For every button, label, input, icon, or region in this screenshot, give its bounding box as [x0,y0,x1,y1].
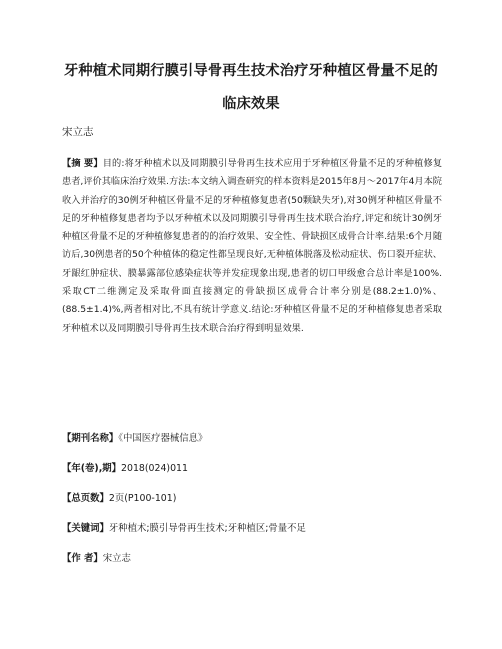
pages-label: 【总页数】 [62,493,109,504]
author-value: 宋立志 [102,553,131,564]
abstract-label: 【摘 要】 [62,158,103,169]
author-row [62,550,131,564]
journal-label: 【期刊名称】 [62,433,119,444]
author-label: 【作 者】 [62,553,103,564]
keywords-row [62,520,306,534]
year-issue-label: 【年(卷),期】 [62,463,122,474]
author-name: 宋立志 [62,126,94,138]
keywords-label: 【关键词】 [62,523,109,534]
pages-row [62,490,176,504]
pages-value: 2页(P100-101) [108,493,177,504]
year-issue-value: 2018(024)011 [121,463,188,474]
document-title: 牙种植术同期行膜引导骨再生技术治疗牙种植区骨量不足的临床效果 [63,63,439,112]
journal-value: 《中国医疗器械信息》 [118,433,208,444]
abstract-block [62,155,442,338]
abstract-text: 目的:将牙种植术以及同期膜引导骨再生技术应用于牙种植区骨量不足的牙种植修复患者,评价其临床治疗效果.方法:本文纳入调查研究的样本资料是2015年8月～2017年4月本院收入并治疗的30例牙种植区骨量不足的牙种植修复患者(50颗缺失牙),对30例牙种植区骨量不足的牙种植修复患者均予以牙种植术以及同期膜引导骨再生技术联合治疗,评定和统计30例牙种植区骨量不足的牙种植修复患者的的治疗效果、安全性、骨缺损区成骨合计率.结果:6个月随访后,30例患者的50个种植体的稳定性都呈现良好,无种植体脱落及松动症状、伤口裂开症状、牙龈红肿症状、膜暴露部位感染症状等并发症现象出现,患者的切口甲级愈合总计率是100%.采取CT二维测定及采取骨面直接测定的骨缺损区成骨合计率分别是(88.2±1.0)%、(88.5±1.4)%,两者相对比,不具有统计学意义.结论:牙种植区骨量不足的牙种植修复患者采取牙种植术以及同期膜引导骨再生技术联合治疗得到明显效果. [62,158,443,334]
keywords-value: 牙种植术;膜引导骨再生技术;牙种植区;骨量不足 [108,523,306,534]
year-issue-row [62,460,188,474]
journal-row [62,430,207,444]
